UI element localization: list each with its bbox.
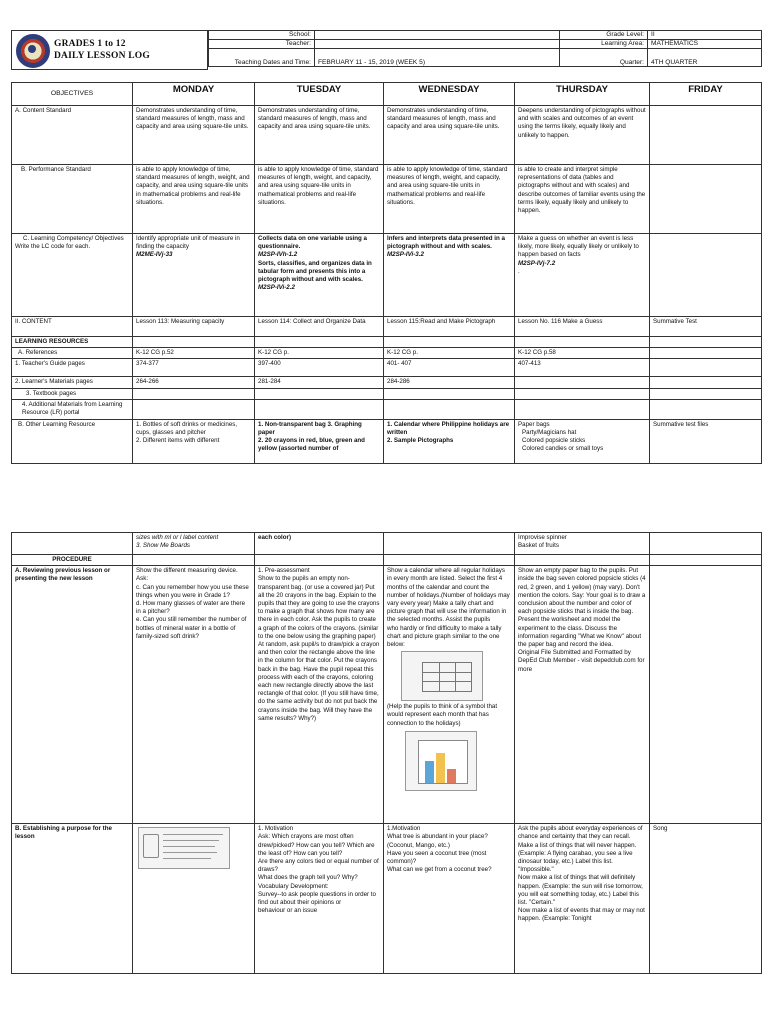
learning-area-value: MATHEMATICS — [648, 40, 762, 49]
deped-seal-icon — [16, 34, 50, 68]
header-info-table — [208, 30, 762, 67]
other-resources-wed — [384, 419, 515, 463]
performance-standard-mon: is able to apply knowledge of time, standard measures of length, weight, and capacity, and area using square-tile units in mathematical problems and real-life situations. — [133, 165, 255, 234]
establishing-purpose-tue: 1. Motivation Ask: Which crayons are most often drew/picked? How can you tell? Which are the least of? How can you tell? Are there any colors tied or equal number of draws? What does the graph tell you? Why? Vocabulary Development: Survey--to ask people questions in order to find out about their opinions or behaviour or an issue — [255, 824, 384, 974]
resource-item: Party/Magicians hat — [522, 429, 577, 437]
teachers-guide-tue: 397-400 — [255, 359, 384, 377]
school-label: School: — [209, 31, 315, 40]
performance-standard-wed: is able to apply knowledge of time, standard measures of length, weight, and capacity, and area using square-tile units in mathematical problems and real-life situations. — [384, 165, 515, 234]
worksheet-thumbnail — [138, 827, 230, 869]
competency-text: Make a guess on whether an event is less likely, more likely, equally likely or unlikely to happen based on facts — [518, 235, 639, 259]
teaching-dates-value: FEBRUARY 11 - 15, 2019 (WEEK 5) — [315, 49, 560, 67]
competency-code: M2SP-IVi-3.2 — [387, 251, 424, 259]
learners-materials-label: 2. Learner's Materials pages — [12, 377, 133, 388]
references-fri — [650, 348, 762, 359]
content-label: II. CONTENT — [12, 317, 133, 337]
references-wed: K-12 CG p. — [384, 348, 515, 359]
other-resources-fri: Summative test files — [650, 419, 762, 463]
learning-competency-title: C. Learning Competency/ Objectives — [23, 235, 124, 242]
monday-header: MONDAY — [133, 83, 255, 106]
other-resources-mon — [133, 419, 255, 463]
teachers-guide-mon: 374-377 — [133, 359, 255, 377]
grade-level-label: Grade Level: — [560, 31, 648, 40]
content-standard-tue: Demonstrates understanding of time, standard measures of length, mass and capacity and area using square-tile units. — [255, 106, 384, 165]
teachers-guide-fri — [650, 359, 762, 377]
content-standard-mon: Demonstrates understanding of time, standard measures of length, mass and capacity and area using square-tile units. — [133, 106, 255, 165]
teaching-dates-label: Teaching Dates and Time: — [209, 49, 315, 67]
learners-materials-wed: 284-286 — [384, 377, 515, 388]
other-resources-tue — [255, 419, 384, 463]
resource-item: sizes with ml or l label content — [136, 534, 219, 541]
resource-item: Colored candies or small toys — [522, 445, 604, 453]
resource-item: 1. Calendar where Philippine holidays are written — [387, 420, 510, 437]
tuesday-header: TUESDAY — [255, 83, 384, 106]
learning-competency-label — [12, 234, 133, 317]
school-logo-box — [11, 30, 208, 70]
performance-standard-label: B. Performance Standard — [12, 165, 133, 234]
resource-item: 2. 20 crayons in red, blue, green and yellow (assorted number of — [258, 437, 365, 453]
performance-standard-fri — [650, 165, 762, 234]
learning-competency-tue — [255, 234, 384, 317]
reviewing-lesson-mon: Show the different measuring device. Ask: c. Can you remember how you use these things when you were in Grade 1? d. How many glasses of water are there in a pitcher? e. Can you still remember the number of bottles of mineral water in a bottle of family-sized soft drink? — [133, 566, 255, 824]
quarter-value: 4TH QUARTER — [648, 49, 762, 67]
cont-resources-mon — [133, 533, 255, 555]
review-text: Show a calendar where all regular holidays in every month are listed. Select the first 4 months of the calendar and count the number of holidays.(Number of holidays may vary every year) Make a tally chart and picture graph that will use the information in the selected months. Assist the pupils who hardly or find difficulty to make a tally chart and picture graph similar to the one below: — [387, 567, 510, 649]
content-fri: Summative Test — [650, 317, 762, 337]
competency-code: M2SP-IVj-7.2 — [518, 259, 556, 267]
resource-item: 1. Bottles of soft drinks or medicines, cups, glasses and pitcher — [136, 420, 238, 437]
picture-graph-thumbnail — [405, 731, 477, 791]
cont-resources-thu — [515, 533, 650, 555]
competency-text: Identify appropriate unit of measure in finding the capacity — [136, 235, 240, 251]
learners-materials-tue: 281-284 — [255, 377, 384, 388]
establishing-purpose-wed: 1.Motivation What tree is abundant in your place? (Coconut, Mango, etc.) Have you seen a coconut tree (most common)? What can we get from a coconut tree? — [384, 824, 515, 974]
resource-item: 1. Non-transparent bag 3. Graphing paper — [258, 420, 362, 437]
resource-item: Basket of fruits — [518, 542, 559, 550]
teachers-guide-label: 1. Teacher's Guide pages — [12, 359, 133, 377]
logo-title-line2: DAILY LESSON LOG — [54, 51, 150, 61]
learning-competency-wed — [384, 234, 515, 317]
lc-code-note: Write the LC code for each. — [15, 243, 91, 251]
resource-item: 3. Show Me Boards — [136, 542, 190, 550]
reviewing-lesson-wed — [384, 566, 515, 824]
establishing-purpose-mon — [133, 824, 255, 974]
learning-competency-mon — [133, 234, 255, 317]
competency-code: M2SP-IVh-1.2 — [258, 251, 298, 259]
performance-standard-thu: is able to create and interpret simple representations of data (tables and pictographs without and with scales) and describe outcomes of familiar events using the terms likely, equally likely and unlikely to happen. — [515, 165, 650, 234]
reviewing-lesson-tue: 1. Pre-assessment Show to the pupils an empty non-transparent bag. (or use a covered jar) Put all the 20 crayons in the bag. Explain to the pupils that they are going to use the crayons to make a graph that shows how many are there in each color. Ask the pupils to create a graph of the colors of the crayons. (similar to the one below using the graphing paper) At random, ask pupil/s to draw/pick a crayon and then color the rectangle above the line in the column for that color. Put the crayons back in the bag. Have the pupil repeat this process with each of the crayons, coloring each new rectangle directly above the last rectangle of that color. (If you still have time, do the same activity but do not put back the crayons inside the bag. Will they have the same results? Why?) — [255, 566, 384, 824]
content-standard-fri — [650, 106, 762, 165]
teachers-guide-thu: 407-413 — [515, 359, 650, 377]
quarter-label: Quarter: — [560, 49, 648, 67]
lesson-log-table-page1 — [11, 82, 762, 464]
school-value — [315, 31, 560, 40]
teacher-value — [315, 40, 560, 49]
objectives-header: OBJECTIVES — [12, 83, 133, 106]
learners-materials-mon: 264-266 — [133, 377, 255, 388]
reviewing-lesson-label: A. Reviewing previous lesson or presenting the new lesson — [12, 566, 133, 824]
references-mon: K-12 CG p.52 — [133, 348, 255, 359]
learning-area-label: Learning Area: — [560, 40, 648, 49]
resource-item: 2. Different items with different — [136, 437, 220, 445]
content-mon: Lesson 113: Measuring capacity — [133, 317, 255, 337]
review-note: (Help the pupils to think of a symbol that would represent each month that has connection to the holidays) — [387, 703, 498, 727]
references-label: A. References — [12, 348, 133, 359]
references-tue: K-12 CG p. — [255, 348, 384, 359]
competency-text: Infers and interprets data presented in a pictograph without and with scales. — [387, 235, 505, 251]
content-standard-label: A. Content Standard — [12, 106, 133, 165]
friday-header: FRIDAY — [650, 83, 762, 106]
other-resources-thu — [515, 419, 650, 463]
learning-resources-label: LEARNING RESOURCES — [12, 337, 133, 348]
learners-materials-thu — [515, 377, 650, 388]
additional-materials-label: 4. Additional Materials from Learning Resource (LR) portal — [12, 399, 133, 419]
performance-standard-tue: is able to apply knowledge of time, standard measures of length, weight, and capacity, and area using square-tile units in mathematical problems and real-life situations. — [255, 165, 384, 234]
establishing-purpose-thu: Ask the pupils about everyday experiences of chance and certainty that they can recall. Make a list of things that will never happen. (Example: A flying carabao, you see a live dinosaur today, etc.) Label this list. "Impossible." Now make a list of things that will definitely happen. (Example: the sun will rise tomorrow, you will eat something today, etc.) Label this list. "Certain." Now make a list of events that may or may not happen. (Example: Tonight — [515, 824, 650, 974]
content-thu: Lesson No. 116 Make a Guess — [515, 317, 650, 337]
tally-chart-thumbnail — [401, 651, 483, 701]
content-standard-thu: Deepens understanding of pictographs without and with scales and outcomes of an event using the terms likely, equally likely and unlikely to happen. — [515, 106, 650, 165]
content-standard-wed: Demonstrates understanding of time, standard measures of length, mass and capacity and area using square-tile units. — [384, 106, 515, 165]
thursday-header: THURSDAY — [515, 83, 650, 106]
learning-competency-thu — [515, 234, 650, 317]
grade-level-value: II — [648, 31, 762, 40]
lesson-log-table-page2 — [11, 532, 762, 974]
wednesday-header: WEDNESDAY — [384, 83, 515, 106]
learners-materials-fri — [650, 377, 762, 388]
resource-item: Colored popsicle sticks — [522, 437, 586, 445]
references-thu: K-12 CG p.58 — [515, 348, 650, 359]
establishing-purpose-label: B. Establishing a purpose for the lesson — [12, 824, 133, 974]
competency-tail: . — [518, 267, 520, 275]
content-tue: Lesson 114: Collect and Organize Data — [255, 317, 384, 337]
learning-competency-fri — [650, 234, 762, 317]
resource-item: Paper bags — [518, 420, 550, 428]
procedure-label: PROCEDURE — [12, 555, 133, 566]
establishing-purpose-fri: Song — [650, 824, 762, 974]
logo-title-line1: GRADES 1 to 12 — [54, 39, 126, 49]
teachers-guide-wed: 401- 407 — [384, 359, 515, 377]
competency-code: M2ME-IVj-33 — [136, 251, 173, 259]
content-wed: Lesson 115:Read and Make Pictograph — [384, 317, 515, 337]
competency-code: M2SP-IVi-2.2 — [258, 284, 295, 292]
teacher-label: Teacher: — [209, 40, 315, 49]
competency-text: Sorts, classifies, and organizes data in tabular form and presents this into a pictograph without and with scales. — [258, 259, 372, 284]
resource-item: Improvise spinner — [518, 534, 567, 541]
resource-item: 2. Sample Pictographs — [387, 437, 454, 445]
other-resources-label: B. Other Learning Resource — [12, 419, 133, 463]
reviewing-lesson-fri — [650, 566, 762, 824]
reviewing-lesson-thu: Show an empty paper bag to the pupils. Put inside the bag seven colored popsicle sticks (4 red, 2 green, and 1 yellow) (may vary). Don't mention the colors. Say: Your goal is to draw a conclusion about the number and color of each popsicle sticks that is inside the bag. Present the worksheet and model the experiment to the class. Discuss the information regarding "What we Know" about the paper bag and record the idea. Original File Submitted and Formatted by DepEd Club Member - visit depedclub.com for more — [515, 566, 650, 824]
textbook-label: 3. Textbook pages — [12, 388, 133, 399]
cont-resources-tue: each color) — [255, 533, 384, 555]
competency-text: Collects data on one variable using a questionnaire. — [258, 235, 367, 251]
